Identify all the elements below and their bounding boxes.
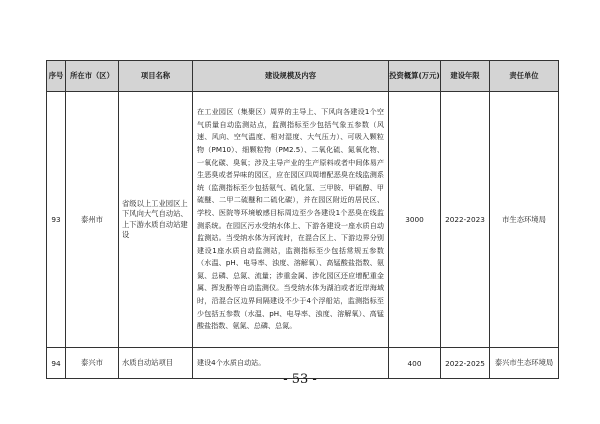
cell-seq: 93 — [47, 92, 66, 348]
cell-unit: 泰兴市生态环境局 — [490, 348, 559, 379]
cell-city: 泰州市 — [66, 92, 119, 348]
header-unit: 责任单位 — [490, 61, 559, 92]
cell-period: 2022-2023 — [441, 92, 490, 348]
table-header-row — [47, 61, 559, 92]
project-table — [46, 60, 559, 379]
table-row — [47, 92, 559, 348]
cell-investment: 3000 — [389, 92, 441, 348]
cell-investment: 400 — [389, 348, 441, 379]
header-city: 所在市（区） — [66, 61, 119, 92]
header-content: 建设规模及内容 — [193, 61, 389, 92]
header-seq: 序号 — [47, 61, 66, 92]
page-number: - 53 - — [283, 372, 317, 387]
cell-project-name: 水质自动站项目 — [119, 348, 193, 379]
cell-city: 泰兴市 — [66, 348, 119, 379]
header-name: 项目名称 — [119, 61, 193, 92]
cell-seq: 94 — [47, 348, 66, 379]
cell-project-name: 省级以上工业园区上下风向大气自动站、上下游水质自动站建设 — [119, 92, 193, 348]
cell-unit: 市生态环境局 — [490, 92, 559, 348]
cell-period: 2022-2025 — [441, 348, 490, 379]
cell-content: 在工业园区（集聚区）周界的主导上、下风向各建设1个空气质量自动监测站点，监测指标至少包括气象五参数（风速、风向、空气温度、相对湿度、大气压力）、可吸入颗粒物（PM10）、细颗粒物（PM2.5）、二氧化硫、氮氧化物、一氧化碳、臭氧；涉及主导产业的生产原料或者中间体易产生恶臭或者异味的园区，应在园区四周增配恶臭在线监测系统（监测指标至少包括氨气、硫化氢、三甲胺、甲硫醇、甲硫醚、二甲二硫醚和二硫化碳），并在园区附近的居民区、学校、医院等环境敏感目标周边至少各建设1个恶臭在线监测系统。在园区污水受纳水体上、下游各建设一座水质自动监测站。当受纳水体为河流时，在混合区上、下游边界分别建设1座水质自动监测站，监测指标至少包括常规五参数（水温、pH、电导率、浊度、溶解氧）、高锰酸盐指数、氨氮、总磷、总氮、流量；涉重金属、涉化园区还应增配重金属、挥发酚等自动监测仪。当受纳水体为湖泊或者近岸海域时，沿混合区边界间隔建设不少于4个浮船站，监测指标至少包括五参数（水温、pH、电导率、浊度、溶解氧）、高锰酸盐指数、氨氮、总磷、总氮。 — [193, 92, 389, 348]
cell-content: 建设4个水质自动站。 — [193, 348, 389, 379]
header-investment: 投资概算(万元) — [389, 61, 441, 92]
header-period: 建设年限 — [441, 61, 490, 92]
